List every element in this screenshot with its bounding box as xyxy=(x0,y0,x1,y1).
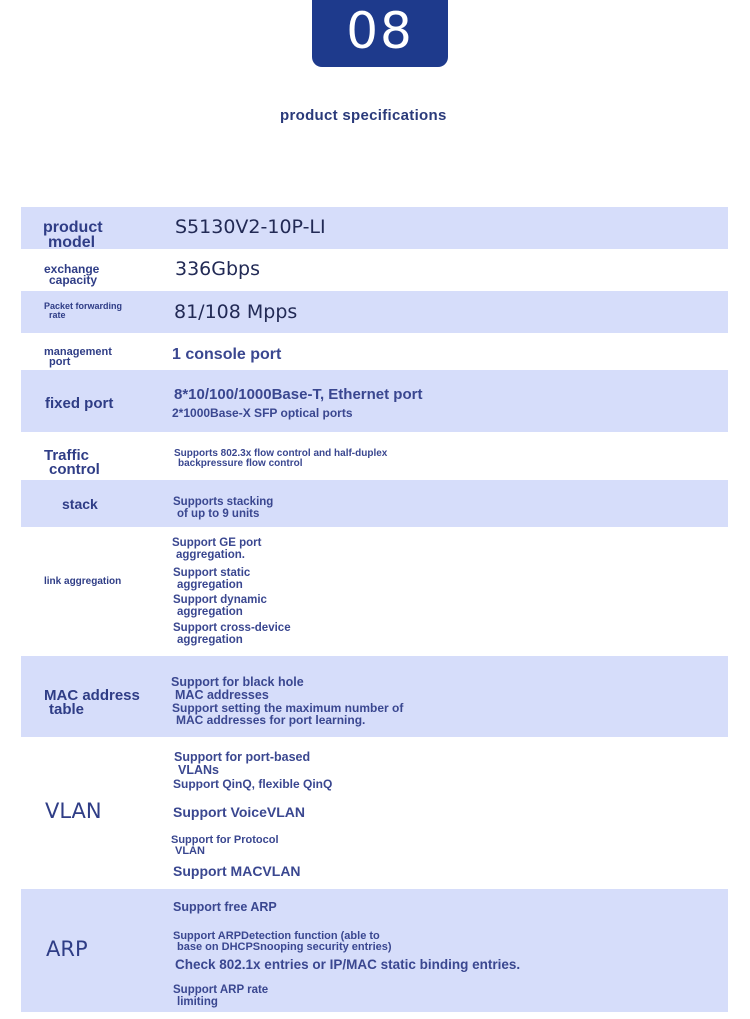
spec-label: product model xyxy=(43,219,103,252)
spec-label: stack xyxy=(62,496,98,512)
spec-value: Support QinQ, flexible QinQ xyxy=(173,777,333,791)
spec-value: 336Gbps xyxy=(175,258,261,280)
spec-value: 8*10/100/1000Base-T, Ethernet port xyxy=(174,386,423,403)
spec-value: Support for black hole MAC addresses xyxy=(171,675,304,702)
spec-row-packet-forwarding-rate xyxy=(21,291,728,333)
spec-row-product-model xyxy=(21,207,728,252)
spec-label: management port xyxy=(44,346,112,369)
spec-label: link aggregation xyxy=(44,576,122,587)
spec-value: 1 console port xyxy=(172,346,282,363)
spec-value: 81/108 Mpps xyxy=(174,301,298,323)
spec-row-mac-address-table xyxy=(21,656,728,737)
spec-label: exchange capacity xyxy=(44,262,100,288)
spec-value: Support for port-based VLANs xyxy=(174,750,311,777)
spec-value: Supports 802.3x flow control and half-duplex backpressure flow control xyxy=(174,448,388,469)
spec-label: VLAN xyxy=(45,799,102,823)
spec-row-management-port xyxy=(21,333,728,370)
spec-value: Support setting the maximum number of MAC addresses for port learning. xyxy=(172,701,404,727)
spec-row-link-aggregation xyxy=(21,527,728,656)
spec-value: Support static aggregation xyxy=(173,567,251,591)
section-title: product specifications xyxy=(280,107,447,124)
spec-label: fixed port xyxy=(45,395,114,412)
spec-value: Check 802.1x entries or IP/MAC static binding entries. xyxy=(175,957,521,972)
spec-label: ARP xyxy=(46,937,88,961)
spec-value: Support GE port aggregation. xyxy=(172,537,262,561)
spec-value: Support ARPDetection function (able to base on DHCPSnooping security entries) xyxy=(173,930,392,953)
spec-value: Support ARP rate limiting xyxy=(173,984,269,1008)
spec-row-arp xyxy=(21,889,728,1012)
spec-label: Packet forwarding rate xyxy=(44,301,123,320)
spec-value: 2*1000Base-X SFP optical ports xyxy=(172,406,353,420)
spec-value: Support VoiceVLAN xyxy=(173,804,305,820)
spec-value: Support free ARP xyxy=(173,900,277,914)
spec-row-fixed-port xyxy=(21,370,728,432)
spec-value: Support cross-device aggregation xyxy=(173,622,291,646)
spec-value: Support dynamic aggregation xyxy=(173,594,267,618)
spec-label: MAC address table xyxy=(44,687,140,719)
spec-label: Traffic control xyxy=(44,447,100,479)
spec-row-exchange-capacity xyxy=(21,249,728,291)
spec-value: S5130V2-10P-LI xyxy=(175,216,326,238)
spec-row-stack xyxy=(21,480,728,527)
section-number-badge: 08 xyxy=(312,0,448,67)
spec-row-traffic-control xyxy=(21,432,728,480)
spec-value: Support for Protocol VLAN xyxy=(171,834,279,857)
spec-value: Supports stacking of up to 9 units xyxy=(173,496,274,520)
spec-row-vlan xyxy=(21,737,728,889)
spec-value: Support MACVLAN xyxy=(173,863,301,879)
